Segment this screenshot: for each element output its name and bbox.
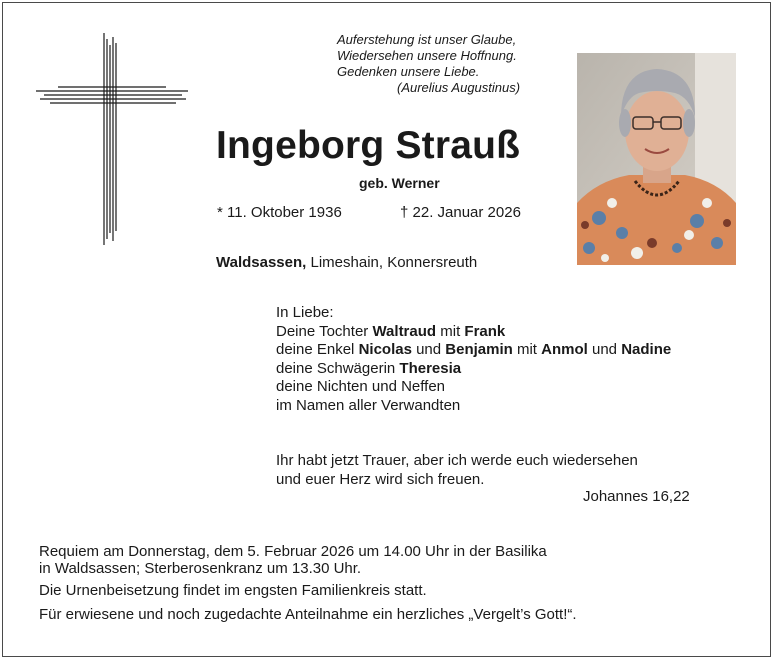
service-info (39, 543, 577, 623)
quote-author: (Aurelius Augustinus) (397, 80, 521, 95)
quote-line: Auferstehung ist unser Glaube, (337, 32, 517, 47)
requiem-line: in Waldsassen; Sterberosenkranz um 13.30 Uhr. (39, 560, 362, 577)
text: mit (512, 341, 542, 358)
mourners-intro: In Liebe: (276, 304, 334, 321)
text: deine Schwägerin (276, 359, 400, 377)
mourner-name: Anmol (541, 341, 588, 358)
verse-reference: Johannes 16,22 (583, 488, 690, 505)
bible-verse (276, 452, 638, 489)
text: Deine Tochter (276, 322, 373, 340)
mourner-name: Theresia (399, 359, 462, 377)
text: und (411, 341, 446, 358)
mourners-line (276, 341, 671, 360)
thanks-line: Für erwiesene und noch zugedachte Anteilnahme ein herzliches „Vergelt’s Gott!“. (39, 606, 577, 623)
mourner-name: Frank (464, 322, 506, 340)
text: deine Enkel (276, 341, 359, 358)
verse-line: Ihr habt jetzt Trauer, aber ich werde euch wiedersehen (276, 452, 638, 469)
birth-date: * 11. Oktober 1936 (217, 204, 342, 221)
death-date: † 22. Januar 2026 (400, 204, 521, 221)
mourners-line: im Namen aller Verwandten (276, 396, 461, 414)
mourner-name: Waltraud (372, 322, 437, 340)
places (216, 254, 477, 271)
places-other: Limeshain, Konnersreuth (306, 254, 478, 271)
mourners-line: deine Nichten und Neffen (276, 378, 446, 395)
requiem-line: Requiem am Donnerstag, dem 5. Februar 2026 um 14.00 Uhr in der Basilika (39, 543, 547, 560)
mourner-name: Nadine (621, 341, 672, 358)
quote-block (337, 32, 552, 96)
mourner-name: Nicolas (358, 341, 412, 358)
quote-line: Wiedersehen unsere Hoffnung. (337, 48, 517, 63)
portrait-photo (577, 53, 736, 265)
text: und (587, 341, 622, 358)
mourners-line (276, 323, 671, 342)
verse-line: und euer Herz wird sich freuen. (276, 470, 485, 488)
cross-icon (36, 33, 188, 245)
urn-burial-line: Die Urnenbeisetzung findet im engsten Familienkreis statt. (39, 582, 427, 599)
place-main: Waldsassen, (216, 254, 307, 271)
mourners-line (276, 360, 671, 379)
maiden-name: geb. Werner (359, 175, 440, 191)
mourner-name: Benjamin (445, 341, 513, 358)
text: mit (436, 322, 465, 340)
mourners-block (276, 304, 671, 415)
quote-line: Gedenken unsere Liebe. (337, 64, 480, 79)
deceased-name: Ingeborg Strauß (216, 124, 521, 167)
